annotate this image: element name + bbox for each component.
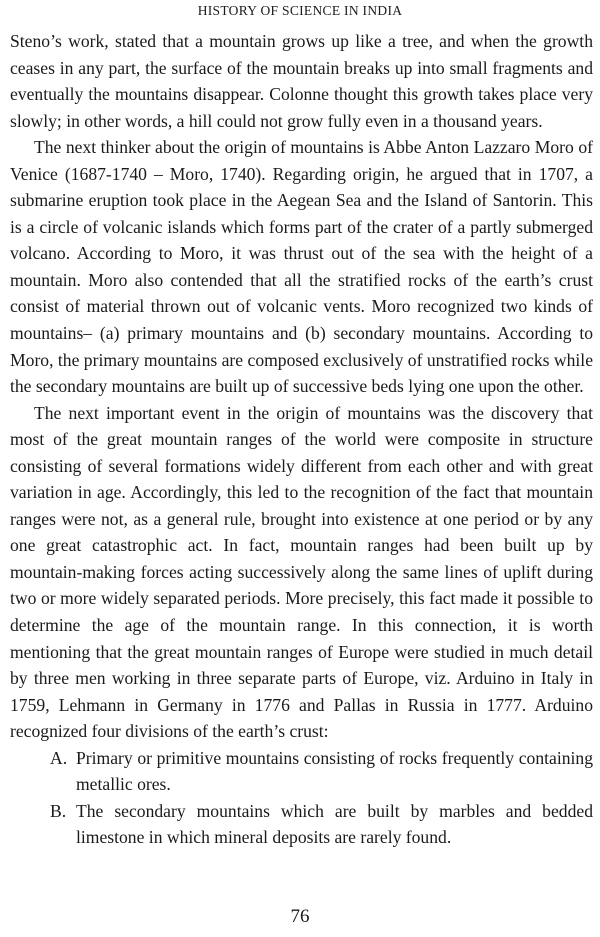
- page-body: [10, 28, 593, 851]
- list-item-text: The secondary mountains which are built by marbles and bedded limestone in which mineral deposits are rarely found.: [76, 800, 593, 848]
- page-number: 76: [290, 906, 310, 927]
- list-marker: B.: [50, 800, 67, 821]
- list-item: [10, 798, 593, 851]
- list-item-text: Primary or primitive mountains consisting of rocks frequently containing metallic ores.: [76, 747, 593, 795]
- list-marker: A.: [50, 747, 68, 768]
- paragraph-moro: The next thinker about the origin of mountains is Abbe Anton Lazzaro Moro of Venice (1687-1740 – Moro, 1740). Regarding origin, he argued that in 1707, a submarine eruption took place in the Aegean Sea and the Island of Santorin. This is a circle of volcanic islands which forms part of the crater of a partly submerged volcano. According to Moro, it was thrust out of the sea with the height of a mountain. Moro also contended that all the stratified rocks of the earth’s crust consist of material thrown out of volcanic vents. Moro recognized two kinds of mountains– (a) primary mountains and (b) secondary mountains. According to Moro, the primary mountains are composed exclusively of unstratified rocks while the secondary mountains are built up of successive beds lying one upon the other.: [10, 137, 593, 397]
- running-head: HISTORY OF SCIENCE IN INDIA: [197, 3, 403, 18]
- paragraph-mountain-ranges: The next important event in the origin of mountains was the discovery that most of the great mountain ranges of the world were composite in structure consisting of several formations widely different from each other and with great variation in age. Accordingly, this led to the recognition of the fact that mountain ranges were not, as a general rule, brought into existence at one period or by any one great catastrophic act. In fact, mountain ranges had been built up by mountain-making forces acting successively along the same lines of uplift during two or more widely separated periods. More precisely, this fact made it possible to determine the age of the mountain range. In this connection, it is worth mentioning that the great mountain ranges of Europe were studied in much detail by three men working in three separate parts of Europe, viz. Arduino in Italy in 1759, Lehmann in Germany in 1776 and Pallas in Russia in 1777. Arduino recognized four divisions of the earth’s crust:: [10, 402, 593, 742]
- paragraph-steno-continuation: Steno’s work, stated that a mountain grows up like a tree, and when the growth ceases in any part, the surface of the mountain breaks up into small fragments and eventually the mountains disappear. Colonne thought this growth takes place very slowly; in other words, a hill could not grow fully even in a thousand years.: [10, 31, 593, 131]
- crust-divisions-list: [10, 745, 593, 851]
- list-item: [10, 745, 593, 798]
